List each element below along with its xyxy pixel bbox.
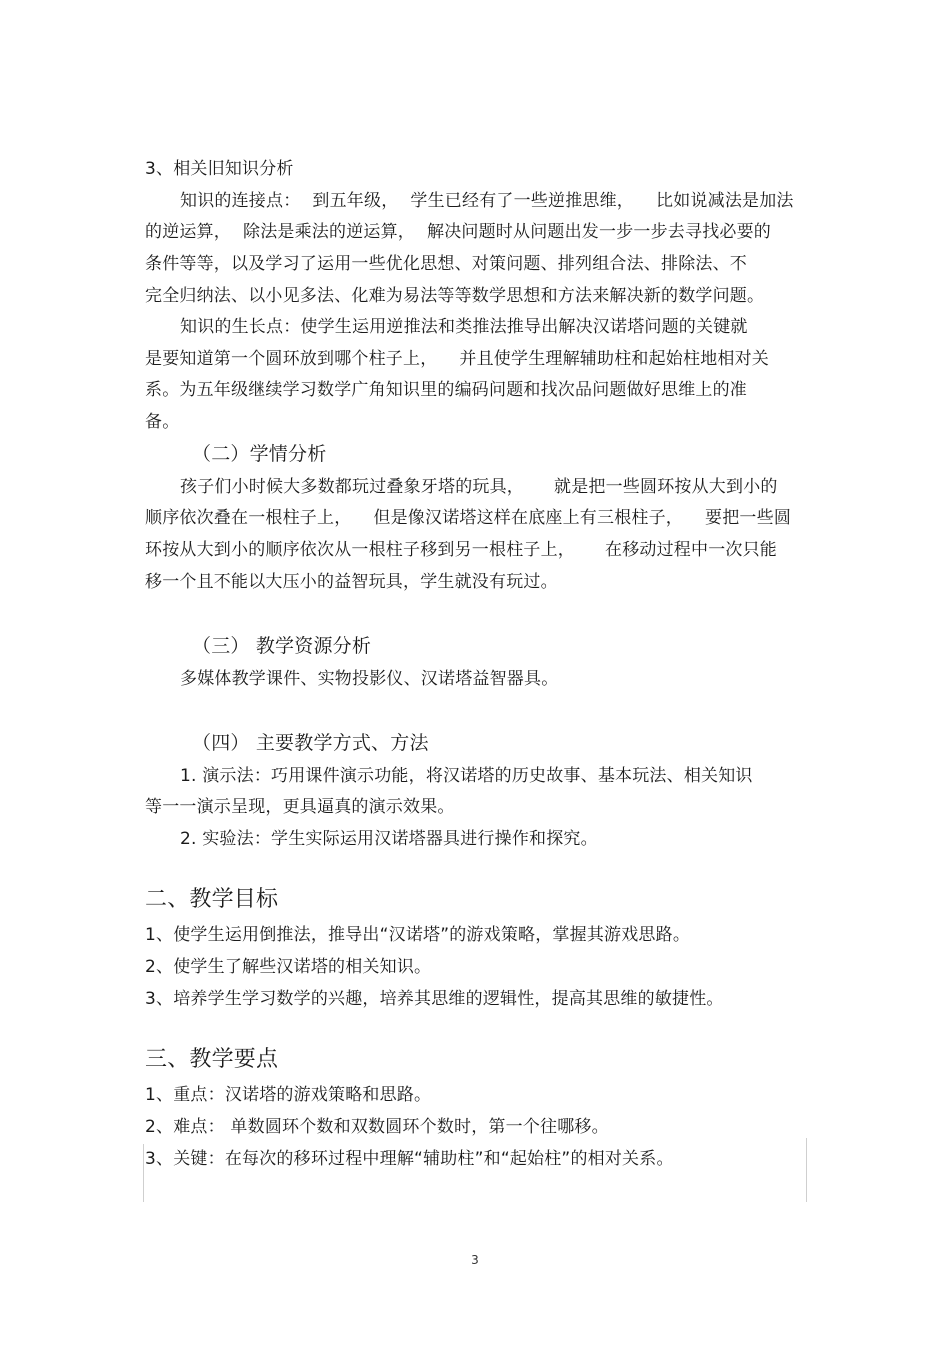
paragraph-line <box>145 539 777 561</box>
section-heading-key-points: 三、教学要点 <box>145 1047 279 1072</box>
subsection-heading-learning-analysis: （二）学情分析 <box>192 443 327 465</box>
subsection-heading-resource-analysis: （三） 教学资源分析 <box>192 635 372 657</box>
paragraph-line: 多媒体教学课件、实物投影仪、汉诺塔益智器具。 <box>180 669 559 689</box>
goal-item: 3、培养学生学习数学的兴趣，培养其思维的逻辑性，提高其思维的敏捷性。 <box>145 989 724 1009</box>
text-span: 的逆运算， <box>145 222 231 242</box>
text-span: 但是像汉诺塔这样在底座上有三根柱子， <box>373 508 684 528</box>
text-span: 比如说减法是加法 <box>656 191 794 211</box>
text-span: 环按从大到小的顺序依次从一根柱子移到另一根柱子上， <box>145 540 575 560</box>
paragraph-line <box>145 348 769 370</box>
text-span: 学生已经有了一些逆推思维， <box>410 191 635 211</box>
paragraph-line <box>180 190 794 212</box>
paragraph-line <box>145 507 791 529</box>
goal-item: 1、使学生运用倒推法，推导出“汉诺塔”的游戏策略，掌握其游戏思路。 <box>145 925 691 945</box>
method-item: 1. 演示法：巧用课件演示功能，将汉诺塔的历史故事、基本玩法、相关知识 <box>180 766 753 786</box>
text-span: 到五年级， <box>312 191 399 211</box>
text-span: 除法是乘法的逆运算， <box>243 222 415 242</box>
key-point-item: 1、重点：汉诺塔的游戏策略和思路。 <box>145 1085 432 1105</box>
paragraph-line: 备。 <box>145 412 180 432</box>
text-span: 要把一些圆 <box>705 508 792 528</box>
text-span: 孩子们小时候大多数都玩过叠象牙塔的玩具， <box>180 477 524 497</box>
goal-item: 2、使学生了解些汉诺塔的相关知识。 <box>145 957 432 977</box>
text-span: 解决问题时从问题出发一步一步去寻找必要的 <box>427 222 771 242</box>
paragraph-line: 移一个且不能以大压小的益智玩具，学生就没有玩过。 <box>145 572 558 592</box>
paragraph-line: 系。为五年级继续学习数学广角知识里的编码问题和找次品问题做好思维上的准 <box>145 380 747 400</box>
paragraph-line: 知识的生长点：使学生运用逆推法和类推法推导出解决汉诺塔问题的关键就 <box>180 317 748 337</box>
paragraph-line: 等一一演示呈现，更具逼真的演示效果。 <box>145 797 455 817</box>
key-point-item: 3、关键：在每次的移环过程中理解“辅助柱”和“起始柱”的相对关系。 <box>145 1149 674 1169</box>
frame-border-right <box>806 1138 807 1202</box>
page-number: 3 <box>471 1253 479 1267</box>
paragraph-line: 完全归纳法、以小见多法、化难为易法等等数学思想和方法来解决新的数学问题。 <box>145 286 765 306</box>
key-point-item: 2、难点： 单数圆环个数和双数圆环个数时，第一个往哪移。 <box>145 1117 609 1137</box>
frame-border-left <box>143 1144 144 1202</box>
paragraph-line <box>145 221 771 243</box>
method-item: 2. 实验法：学生实际运用汉诺塔器具进行操作和探究。 <box>180 829 598 849</box>
text-span: 就是把一些圆环按从大到小的 <box>554 477 778 497</box>
paragraph-line: 条件等等，以及学习了运用一些优化思想、对策问题、排列组合法、排除法、不 <box>145 254 747 274</box>
section-heading-old-knowledge: 3、相关旧知识分析 <box>145 159 294 179</box>
text-span: 顺序依次叠在一根柱子上， <box>145 508 352 528</box>
text-span: 知识的连接点： <box>180 191 301 211</box>
paragraph-line <box>180 476 778 498</box>
text-span: 并且使学生理解辅助柱和起始柱地相对关 <box>459 349 770 369</box>
text-span: 是要知道第一个圆环放到哪个柱子上， <box>145 349 438 369</box>
text-span: 在移动过程中一次只能 <box>605 540 777 560</box>
section-heading-goals: 二、教学目标 <box>145 887 279 912</box>
subsection-heading-teaching-methods: （四） 主要教学方式、方法 <box>192 732 429 754</box>
